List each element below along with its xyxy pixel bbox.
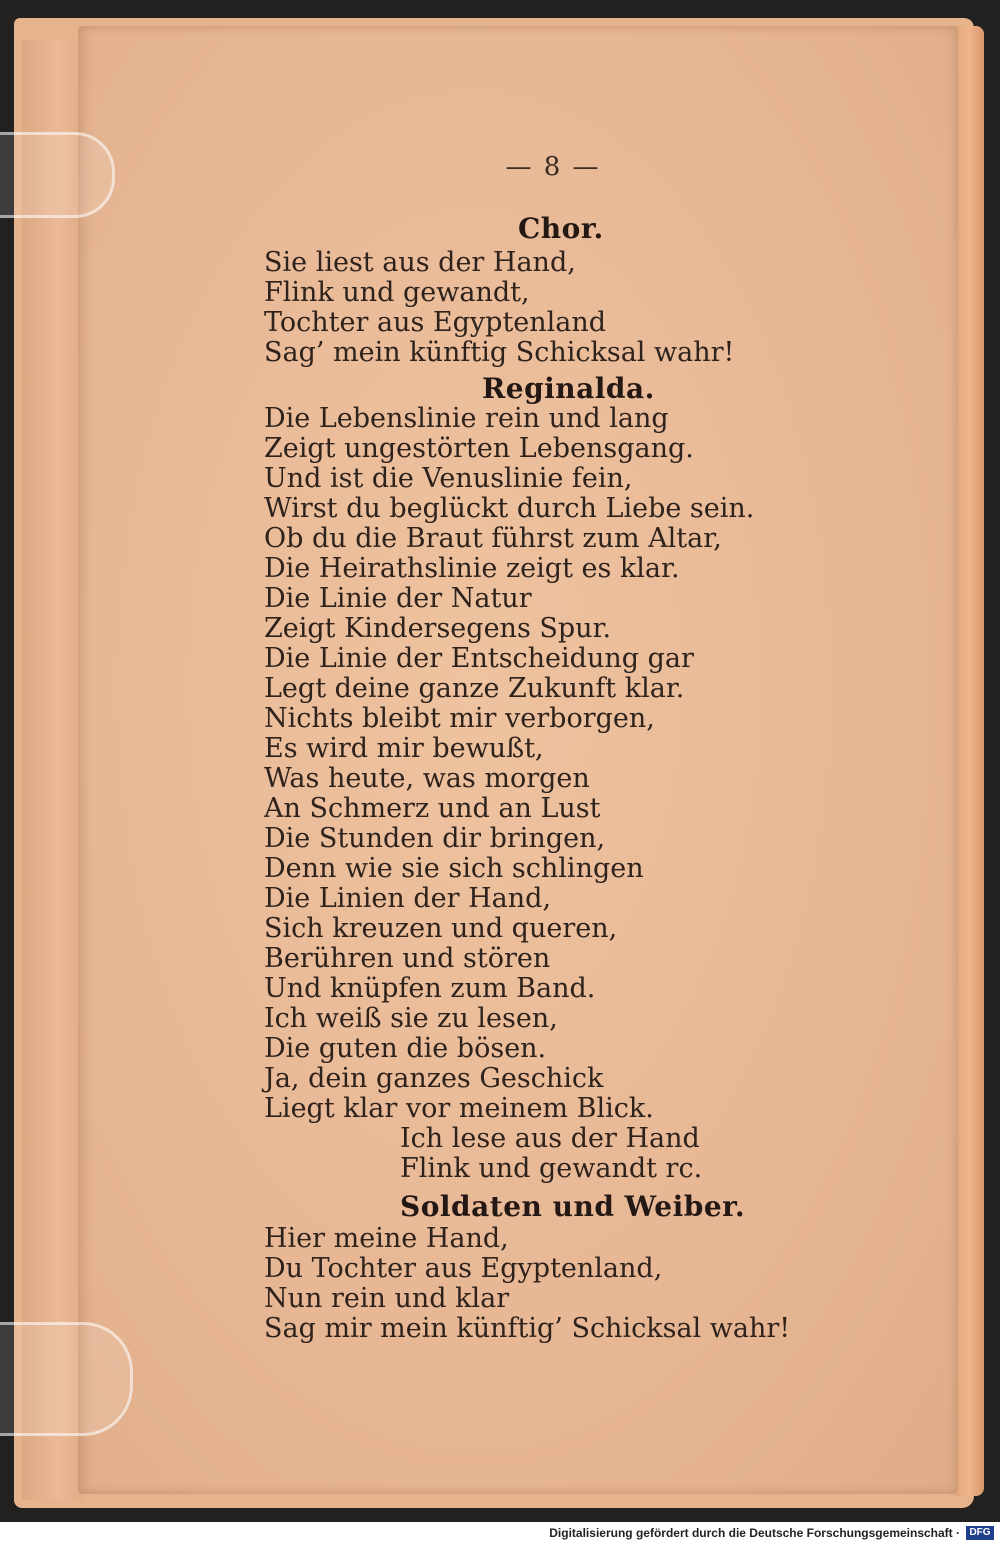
clip-icon — [0, 1322, 133, 1436]
verse-line: Sie liest aus der Hand, — [264, 247, 576, 278]
verse-line: Zeigt ungestörten Lebensgang. — [264, 433, 694, 464]
verse-line: Legt deine ganze Zukunft klar. — [264, 673, 685, 704]
verse-line: Die Lebenslinie rein und lang — [264, 403, 669, 434]
funding-credit: Digitalisierung gefördert durch die Deutsche Forschungsgemeinschaft · — [549, 1526, 960, 1540]
verse-line-indented: Ich lese aus der Hand — [400, 1123, 700, 1154]
verse-line: Sag mir mein künftig’ Schicksal wahr! — [264, 1313, 791, 1344]
verse-line: Und ist die Venuslinie fein, — [264, 463, 633, 494]
verse-line: Sag’ mein künftig Schicksal wahr! — [264, 337, 735, 368]
verse-line: Hier meine Hand, — [264, 1223, 509, 1254]
footer-bar — [0, 1522, 1000, 1545]
verse-line: Die Heirathslinie zeigt es klar. — [264, 553, 680, 584]
verse-line: Nichts bleibt mir verborgen, — [264, 703, 655, 734]
verse-line: Ob du die Braut führst zum Altar, — [264, 523, 722, 554]
verse-line: Liegt klar vor meinem Blick. — [264, 1093, 654, 1124]
verse-line: Die Linie der Entscheidung gar — [264, 643, 694, 674]
verse-reginalda — [264, 404, 754, 1184]
clip-icon — [0, 132, 115, 218]
verse-line: Ja, dein ganzes Geschick — [264, 1063, 604, 1094]
verse-line: Nun rein und klar — [264, 1283, 510, 1314]
verse-line: Zeigt Kindersegens Spur. — [264, 613, 612, 644]
right-page-edge — [954, 26, 984, 1496]
page-stack-edge — [22, 40, 82, 1500]
verse-line: Sich kreuzen und queren, — [264, 913, 618, 944]
verse-line: Ich weiß sie zu lesen, — [264, 1003, 558, 1034]
verse-soldaten — [264, 1224, 790, 1344]
verse-line-indented: Flink und gewandt rc. — [400, 1153, 703, 1184]
verse-line: Die Stunden dir bringen, — [264, 823, 606, 854]
section-heading-chor: Chor. — [518, 212, 604, 245]
verse-line: Die Linien der Hand, — [264, 883, 552, 914]
verse-line: Du Tochter aus Egyptenland, — [264, 1253, 663, 1284]
page-number: — 8 — — [505, 152, 601, 182]
section-heading-soldaten: Soldaten und Weiber. — [400, 1190, 746, 1223]
verse-line: Flink und gewandt, — [264, 277, 530, 308]
verse-line: Was heute, was morgen — [264, 763, 590, 794]
verse-line: Die Linie der Natur — [264, 583, 532, 614]
verse-line: Es wird mir bewußt, — [264, 733, 544, 764]
verse-line: Die guten die bösen. — [264, 1033, 547, 1064]
verse-line: Tochter aus Egyptenland — [264, 307, 607, 338]
verse-chor — [264, 248, 734, 368]
section-heading-reginalda: Reginalda. — [482, 372, 655, 405]
verse-line: Denn wie sie sich schlingen — [264, 853, 644, 884]
verse-line: Und knüpfen zum Band. — [264, 973, 596, 1004]
dfg-logo: DFG — [966, 1526, 994, 1540]
verse-line: An Schmerz und an Lust — [264, 793, 601, 824]
verse-line: Berühren und stören — [264, 943, 551, 974]
verse-line: Wirst du beglückt durch Liebe sein. — [264, 493, 755, 524]
